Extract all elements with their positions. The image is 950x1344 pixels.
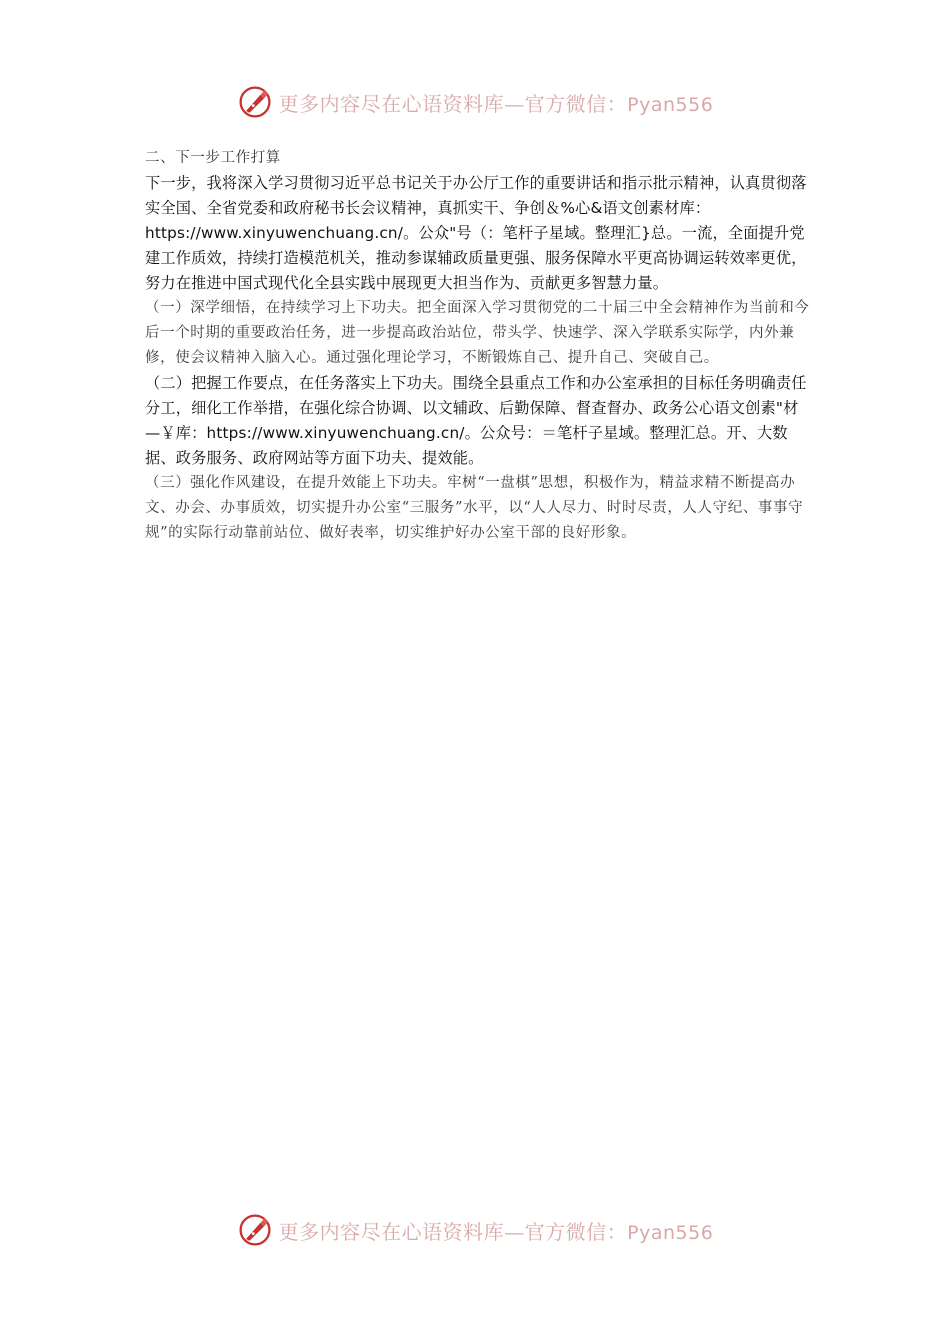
document-body xyxy=(145,146,813,546)
pen-nib-logo-icon xyxy=(237,84,273,120)
footer-watermark xyxy=(0,1212,950,1248)
pen-nib-logo-icon xyxy=(237,1212,273,1248)
paragraph-item-2: （二）把握工作要点，在任务落实上下功夫。围绕全县重点工作和办公室承担的目标任务明确责任分工，细化工作举措，在强化综合协调、以文辅政、后勤保障、督查督办、政务公心语文创素"材—￥库：https://www.xinyuwenchuang.cn/。公众号：＝笔杆子星域。整理汇总。开、大数据、政务服务、政府网站等方面下功夫、提效能。 xyxy=(145,374,807,467)
watermark-text: 更多内容尽在心语资料库—官方微信：Pyan556 xyxy=(278,91,714,116)
paragraph-next-steps: 下一步，我将深入学习贯彻习近平总书记关于办公厅工作的重要讲话和指示批示精神，认真贯彻落实全国、全省党委和政府秘书长会议精神，真抓实干、争创＆%心&语文创素材库：https://www.xinyuwenchuang.cn/。公众"号（：笔杆子星域。整理汇}总。一流，全面提升党建工作质效，持续打造模范机关，推动参谋辅政质量更强、服务保障水平更高协调运转效率更优，努力在推进中国式现代化全县实践中展现更大担当作为、贡献更多智慧力量。 xyxy=(145,174,807,292)
paragraph-item-3: （三）强化作风建设，在提升效能上下功夫。牢树“一盘棋”思想，积极作为，精益求精不断提高办文、办会、办事质效，切实提升办公室“三服务”水平，以“人人尽力、时时尽责，人人守纪、事事守规”的实际行动靠前站位、做好表率，切实维护好办公室干部的良好形象。 xyxy=(145,475,804,541)
header-watermark xyxy=(0,84,950,120)
section-heading: 二、下一步工作打算 xyxy=(145,150,281,166)
watermark-text: 更多内容尽在心语资料库—官方微信：Pyan556 xyxy=(278,1219,714,1244)
paragraph-item-1: （一）深学细悟，在持续学习上下功夫。把全面深入学习贯彻党的二十届三中全会精神作为当前和今后一个时期的重要政治任务，进一步提高政治站位，带头学、快速学、深入学联系实际学，内外兼修，使会议精神入脑入心。通过强化理论学习，不断锻炼自己、提升自己、突破自己。 xyxy=(145,300,810,366)
